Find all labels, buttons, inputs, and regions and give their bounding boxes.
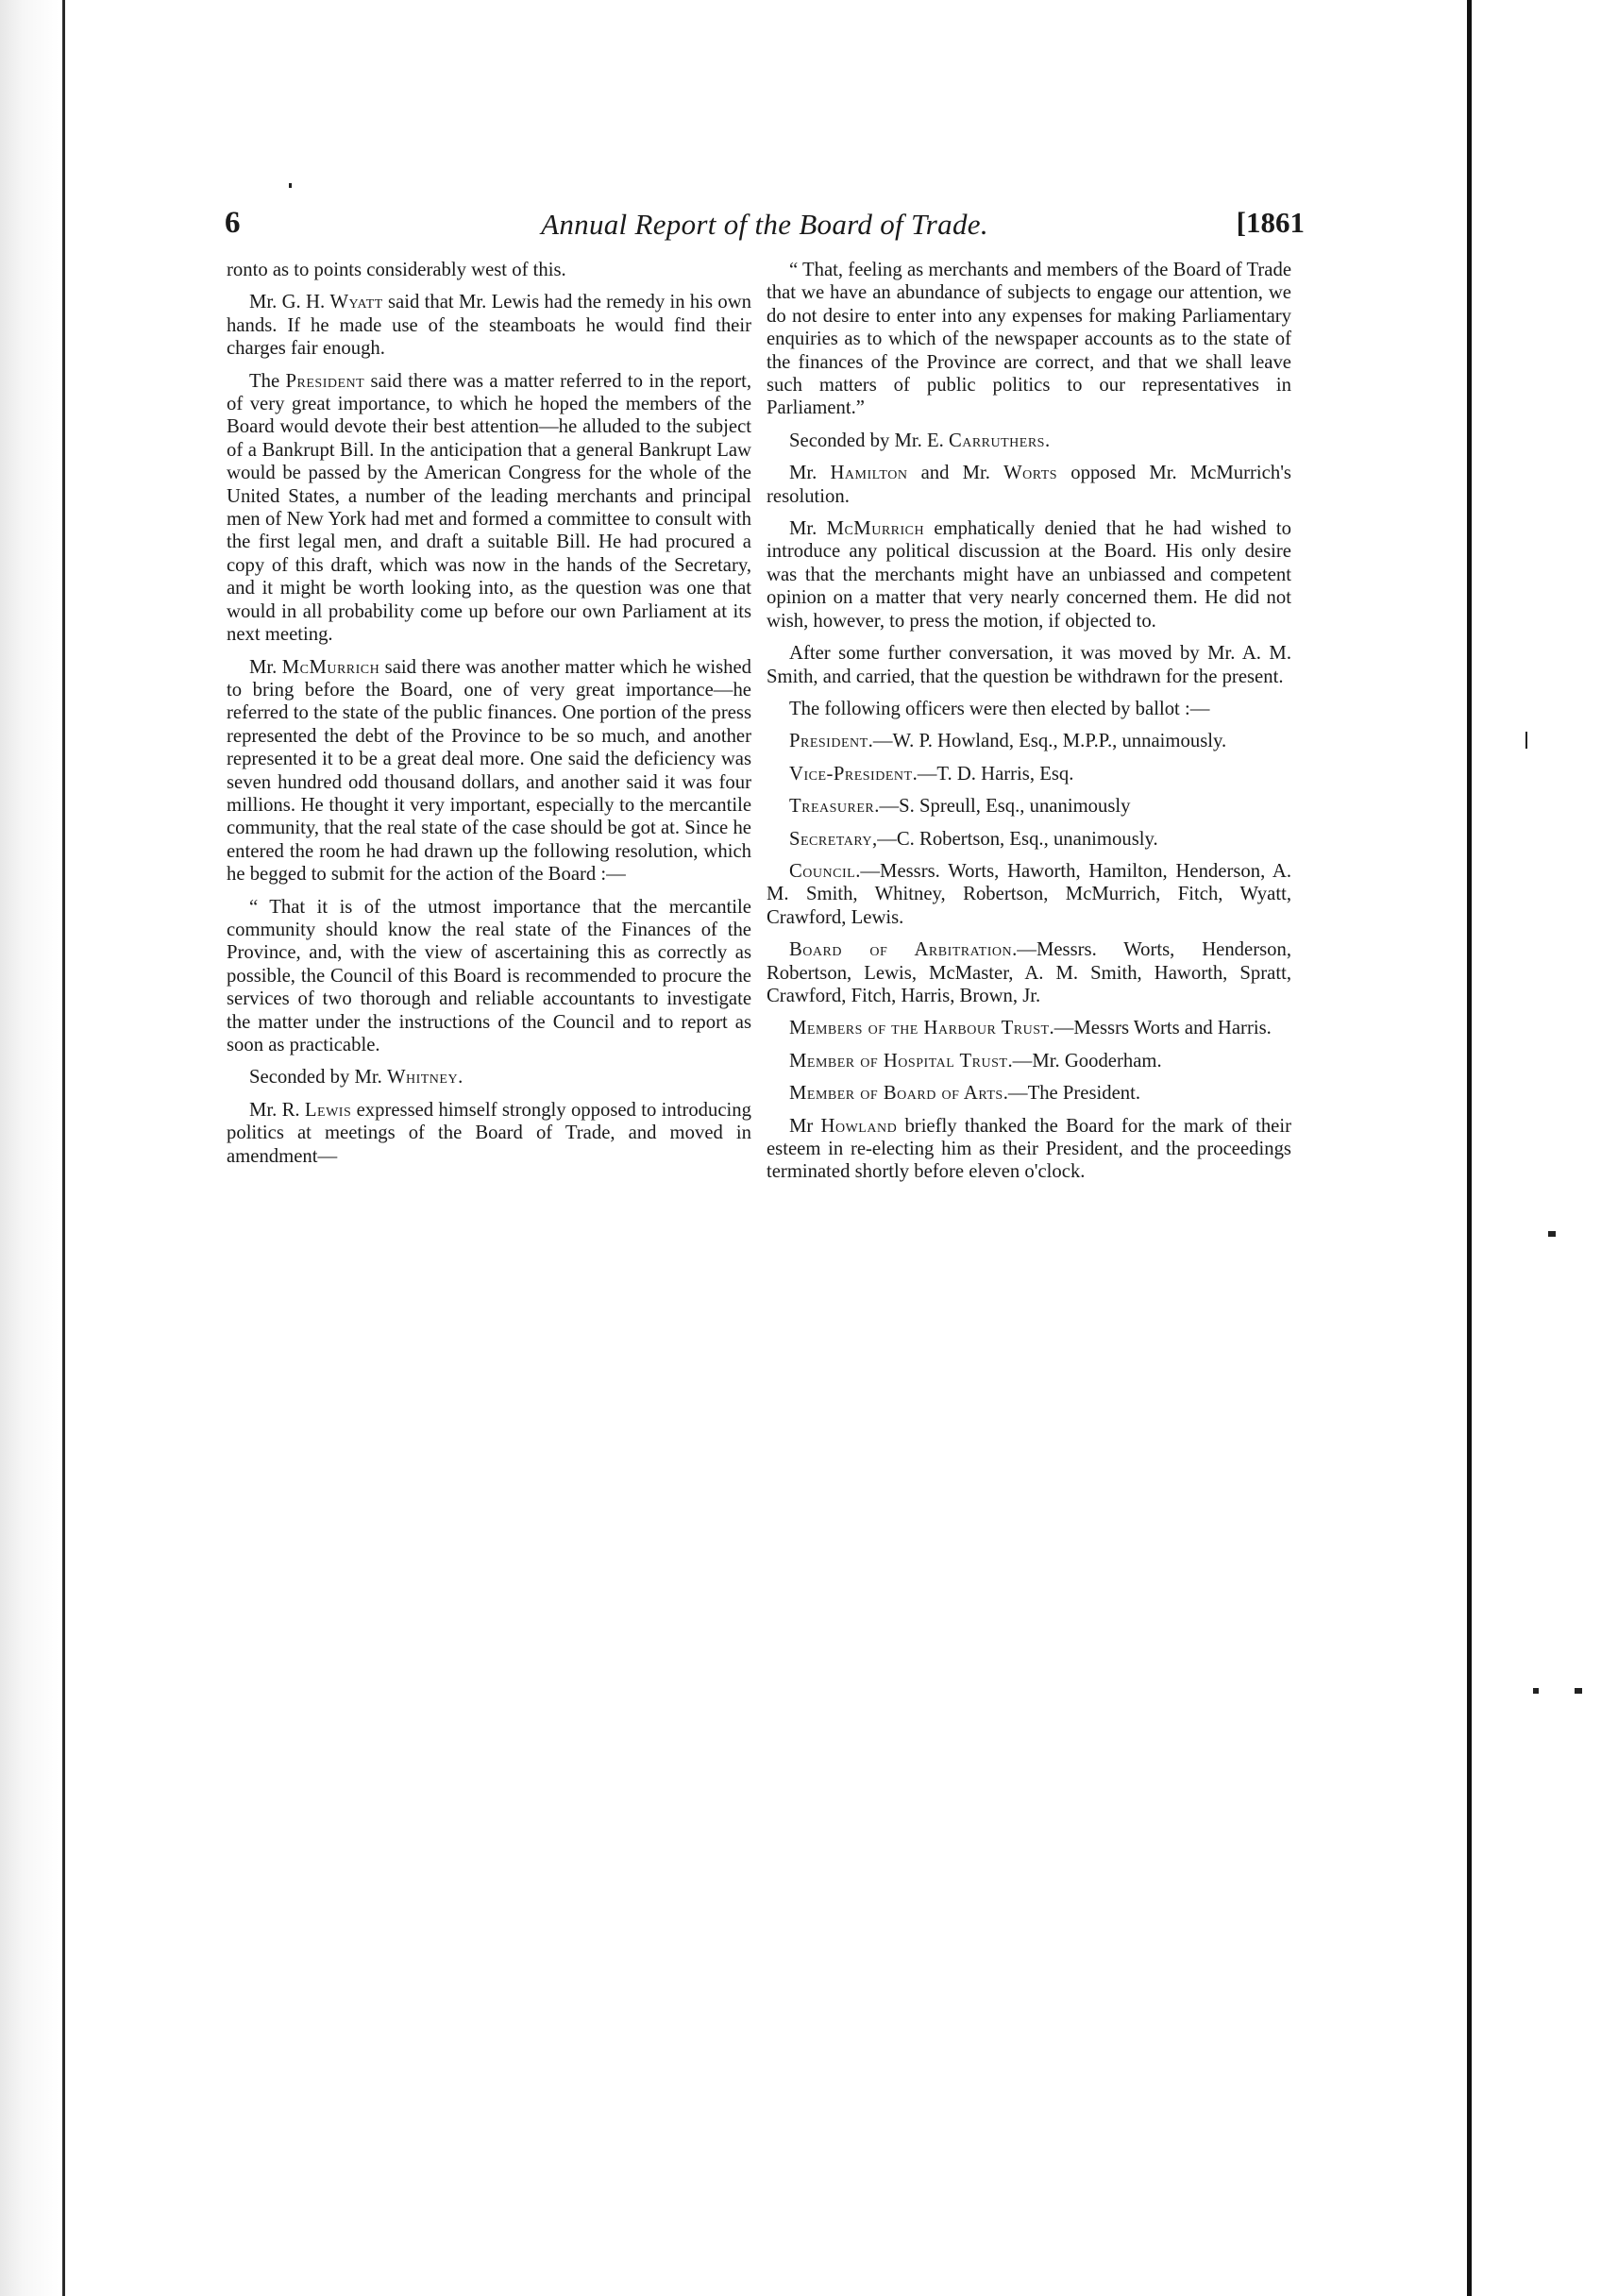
paragraph [767, 430, 1291, 452]
text-run: Seconded by Mr. E. [789, 430, 949, 451]
text-run: “ That it is of the utmost importance that the mercantile community should know the real state of the Finances of the Province, and, with the view of ascertaining this as correctly as possible, the Council of this Board is recommended to procure the services of two thorough and reliable accountants to investigate the matter under the instructions of the Council and to report as soon as practicable. [227, 896, 751, 1055]
small-caps-name: Members of the Harbour Trust [789, 1018, 1050, 1039]
text-run: . [1044, 430, 1051, 451]
text-run: said that Mr. Lewis had the remedy in his own hands. If he made use of the steamboats he would find their charges fair enough. [227, 292, 751, 360]
small-caps-name: Hamilton [830, 463, 908, 484]
paragraph [767, 1082, 1291, 1105]
scan-speck [1548, 1231, 1556, 1237]
text-run: .—Messrs Worts and Harris. [1049, 1018, 1272, 1039]
small-caps-name: Carruthers [948, 430, 1045, 451]
scan-speck [1533, 1688, 1539, 1694]
paragraph [227, 1066, 751, 1089]
small-caps-name: Member of Hospital Trust [789, 1050, 1008, 1072]
paragraph [767, 462, 1291, 508]
text-run: Seconded by Mr. [249, 1067, 387, 1089]
text-run: Mr. [249, 656, 282, 678]
text-run: ,—C. Robertson, Esq., unanimously. [872, 828, 1158, 850]
paragraph [767, 259, 1291, 420]
text-run: The following officers were then elected by ballot :— [789, 698, 1210, 719]
paragraph [227, 259, 751, 281]
text-run: expressed himself strongly opposed to introducing politics at meetings of the Board of Trade, and moved in amendment— [227, 1099, 751, 1167]
text-run: and Mr. [907, 463, 1004, 484]
text-run: Mr. G. H. [249, 292, 330, 313]
text-run: said there was another matter which he wished to bring before the Board, one of very great importance—he referred to the state of the public finances. One portion of the press represented the debt of the Province to be so much, and another represented it to be a great deal more. One said the deficiency was seven hundred odd thousand dollars, and another said it was four millions. He thought it very important, especially to the mercantile community, that the real state of the case should be got at. Since he entered the room he had drawn up the following resolution, which he begged to submit for the action of the Board :— [227, 656, 751, 886]
text-run: . [458, 1067, 463, 1089]
small-caps-name: President [285, 370, 365, 392]
small-caps-name: Lewis [304, 1099, 352, 1121]
page-header [225, 206, 1305, 247]
text-run: “ That, feeling as merchants and members of the Board of Trade that we have an abundance of subjects to engage our attention, we do not desire to enter into any expenses for making Parliamentary enquiries as to which of the newspaper accounts as to the state of the finances of the Province are correct, and that we shall leave such matters of public politics to our representatives in Parliament.” [767, 260, 1291, 419]
scan-right-margin [1472, 0, 1601, 2296]
paragraph [767, 1017, 1291, 1039]
paragraph [227, 896, 751, 1057]
paragraph [767, 763, 1291, 785]
scan-speck [289, 183, 292, 188]
paragraph [767, 938, 1291, 1007]
scan-speck [1575, 1688, 1582, 1694]
paragraph [227, 291, 751, 360]
paragraph [767, 698, 1291, 720]
small-caps-name: Board of Arbitration [789, 939, 1013, 961]
paragraph [767, 1115, 1291, 1184]
small-caps-name: Worts [1003, 463, 1058, 484]
text-run: ronto as to points considerably west of this. [227, 260, 566, 280]
text-run: .—T. D. Harris, Esq. [912, 763, 1074, 785]
text-run: .—Mr. Gooderham. [1007, 1050, 1162, 1072]
small-caps-name: McMurrich [281, 656, 380, 678]
text-run: After some further conversation, it was moved by Mr. A. M. Smith, and carried, that the question be withdrawn for the present. [767, 643, 1291, 687]
scan-binding-line [62, 0, 65, 2296]
small-caps-name: Council [789, 860, 856, 882]
text-run: briefly thanked the Board for the mark of their esteem in re-electing him as their President, and the proceedings terminated shortly before eleven o'clock. [767, 1115, 1291, 1183]
paragraph [767, 828, 1291, 851]
small-caps-name: Howland [820, 1115, 898, 1137]
text-run: Mr. R. [249, 1099, 305, 1121]
running-title: Annual Report of the Board of Trade. [541, 208, 988, 241]
text-run: emphatically denied that he had wished to introduce any political discussion at the Board. His only desire was that the merchants might have an unbiassed and competent opinion on a matter that very nearly concerned them. He did not wish, however, to press the motion, if objected to. [767, 518, 1291, 632]
text-run: Mr [789, 1115, 821, 1137]
paragraph [227, 656, 751, 886]
left-column [227, 259, 751, 1177]
text-run: .—The President. [1003, 1083, 1141, 1105]
small-caps-name: Wyatt [329, 292, 383, 313]
small-caps-name: Whitney [386, 1067, 459, 1089]
small-caps-name: McMurrich [826, 518, 925, 540]
scan-speck [1525, 732, 1527, 749]
text-run: .—S. Spreull, Esq., unanimously [874, 796, 1131, 818]
small-caps-name: Secretary [789, 828, 873, 850]
scan-left-margin [0, 0, 59, 2296]
paragraph [767, 642, 1291, 688]
page-number: 6 [225, 206, 241, 240]
text-run: Mr. [789, 518, 827, 540]
text-run: .—W. P. Howland, Esq., M.P.P., unnaimously. [868, 731, 1227, 752]
small-caps-name: Treasurer [789, 796, 875, 818]
paragraph [767, 795, 1291, 818]
text-run: .—Messrs. Worts, Henderson, Robertson, Lewis, McMaster, A. M. Smith, Haworth, Spratt, Crawford, Fitch, Harris, Brown, Jr. [767, 939, 1291, 1006]
text-run: Mr. [789, 463, 831, 484]
text-run: The [249, 370, 286, 392]
small-caps-name: Vice-President [789, 763, 913, 785]
right-column [767, 259, 1291, 1193]
paragraph [227, 1099, 751, 1168]
paragraph [767, 860, 1291, 929]
page-year: [1861 [1236, 206, 1305, 239]
small-caps-name: Member of Board of Arts [789, 1083, 1003, 1105]
paragraph [767, 517, 1291, 633]
paragraph [227, 370, 751, 647]
text-run: opposed Mr. McMurrich's resolution. [767, 463, 1291, 507]
small-caps-name: President [789, 731, 868, 752]
paragraph [767, 1050, 1291, 1072]
paragraph [767, 730, 1291, 752]
text-run: .—Messrs. Worts, Haworth, Hamilton, Henderson, A. M. Smith, Whitney, Robertson, McMurrich, Fitch, Wyatt, Crawford, Lewis. [767, 860, 1291, 928]
text-run: said there was a matter referred to in the report, of very great importance, to which he hoped the members of the Board would devote their best attention—he alluded to the subject of a Bankrupt Bill. In the anticipation that a general Bankrupt Law would be passed by the American Congress for the whole of the United States, a number of the leading merchants and principal men of New York had met and formed a committee to consult with the first legal men, and draft a suitable Bill. He had procured a copy of this draft, which was now in the hands of the Secretary, and it might be worth looking into, as the question was one that would in all probability come up before our own Parliament at its next meeting. [227, 370, 751, 646]
